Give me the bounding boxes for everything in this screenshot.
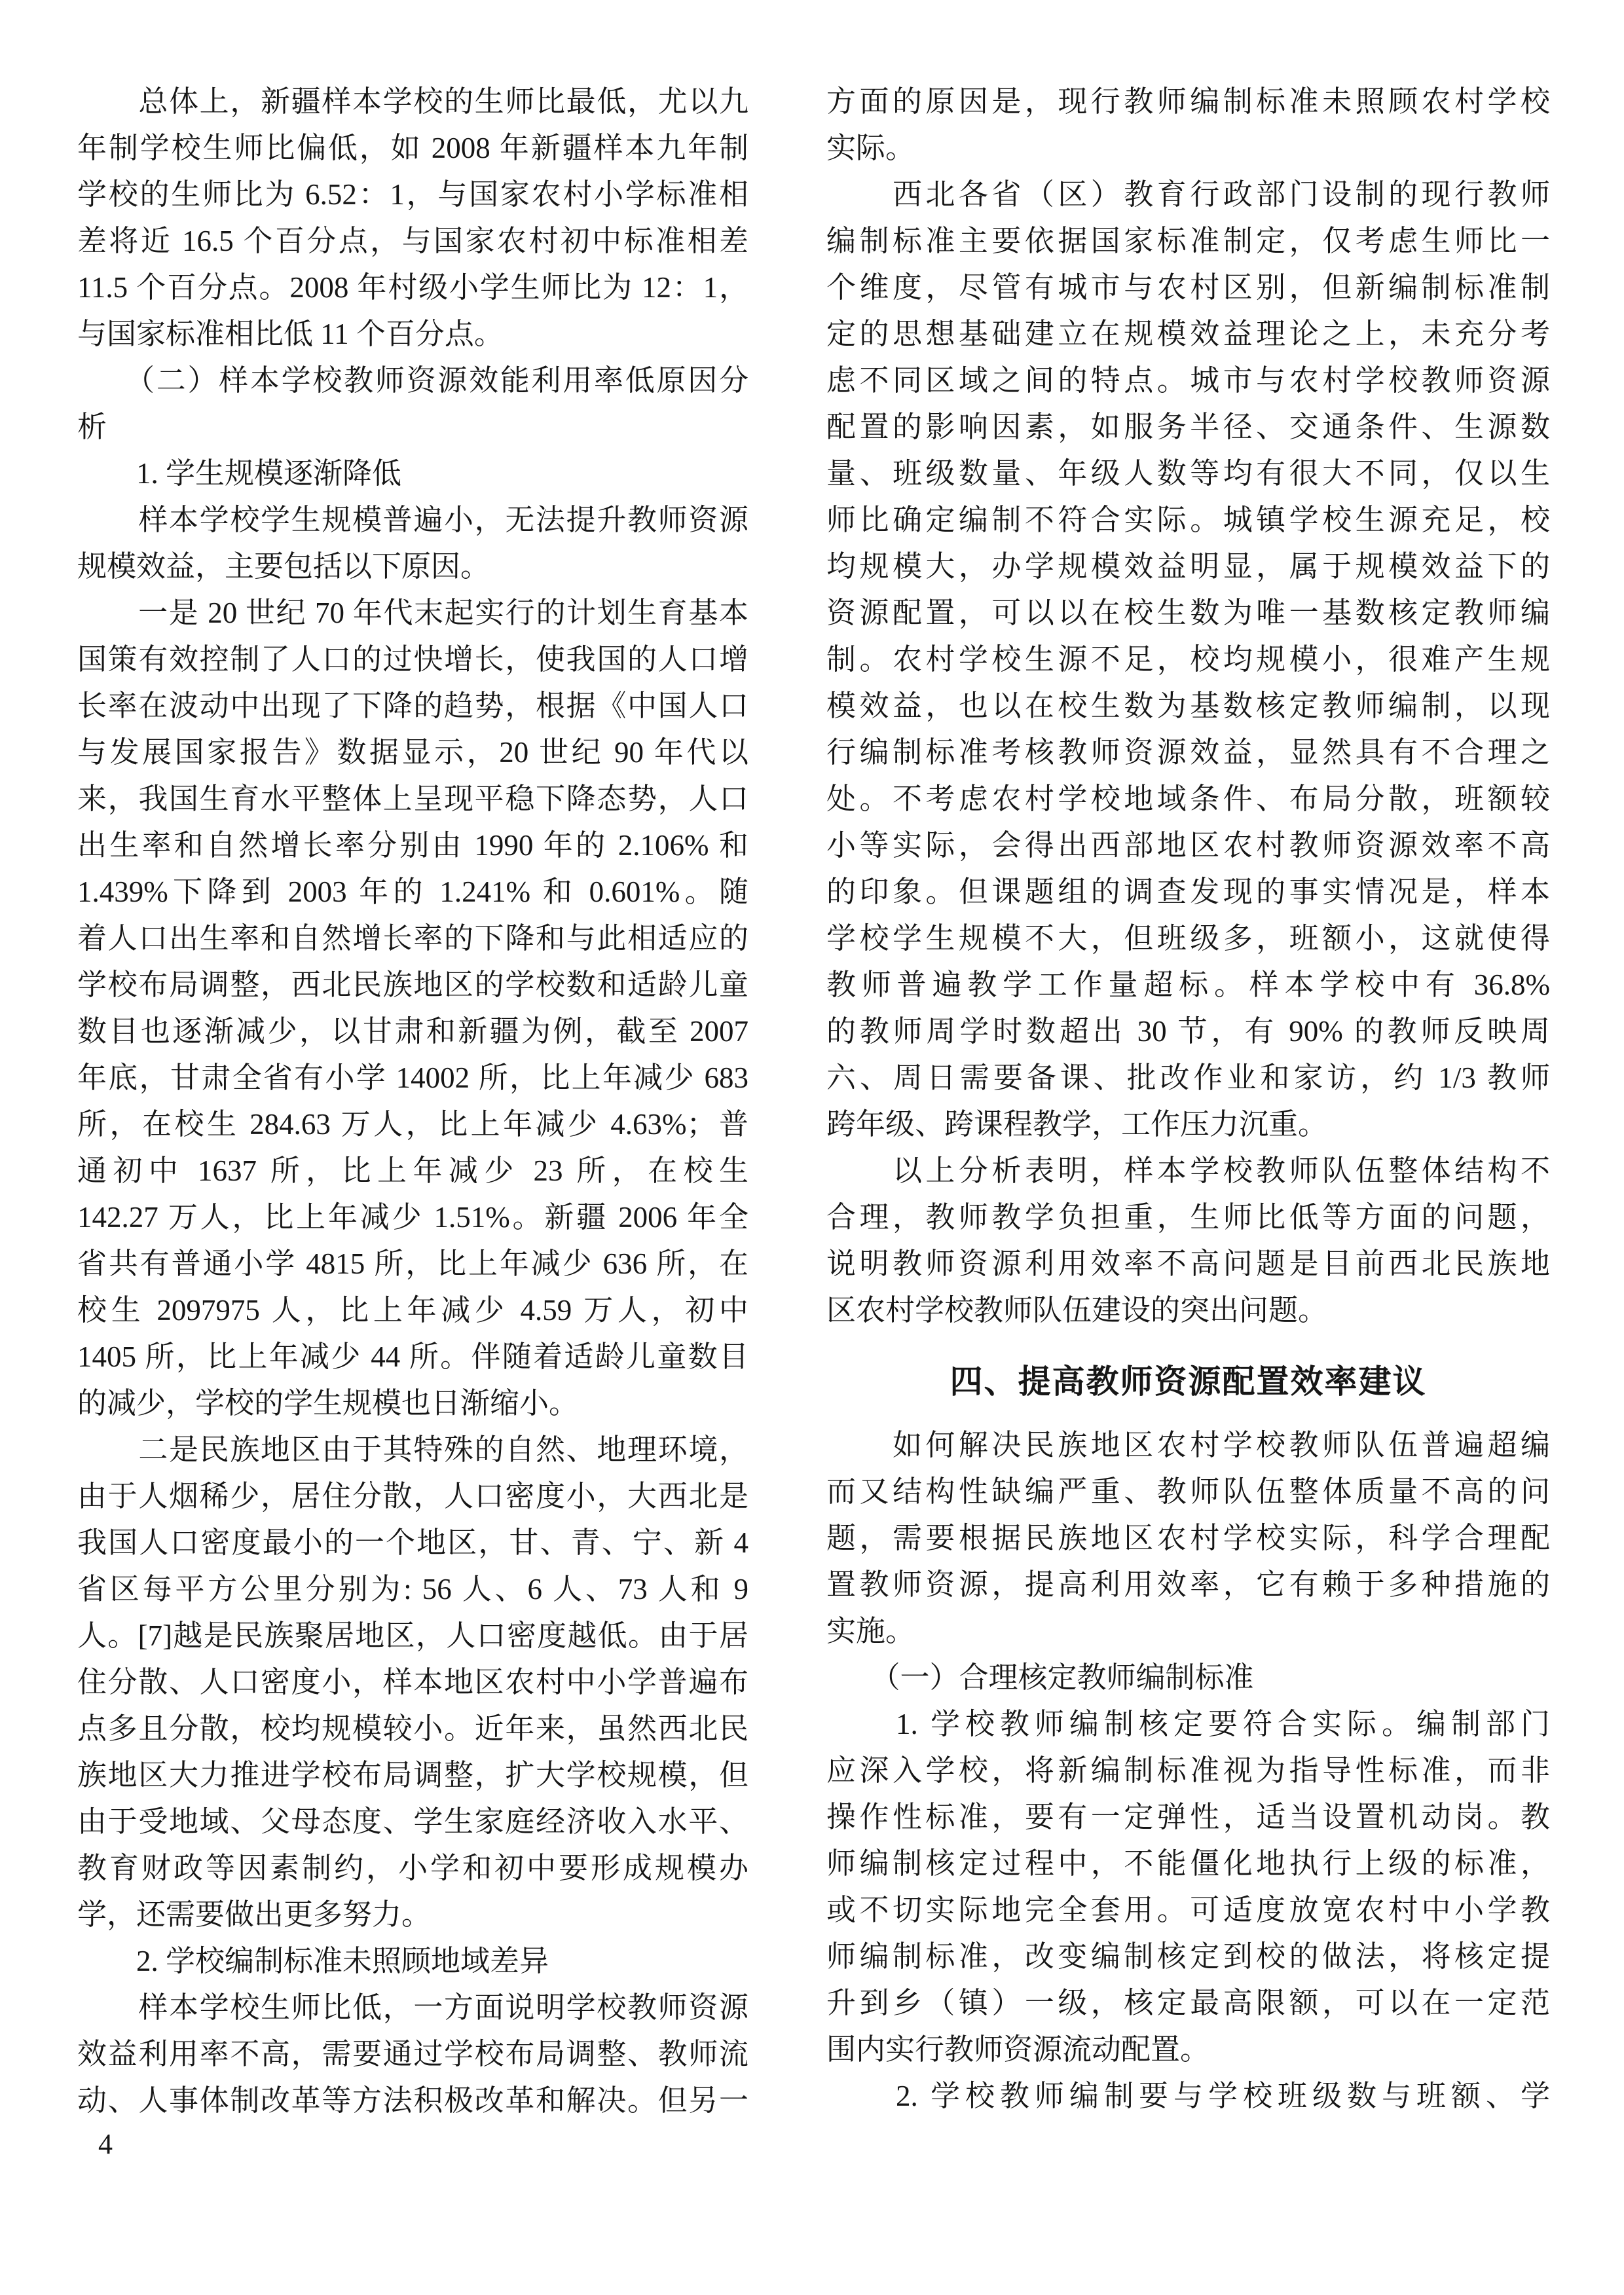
text-line: 省区每平方公里分别为: 56 人、6 人、73 人和 9 — [77, 1573, 748, 1606]
text-line: 合理，教师教学负担重，生师比低等方面的问题， — [826, 1201, 1550, 1234]
text-line: 区农村学校教师队伍建设的突出问题。 — [826, 1294, 1328, 1327]
text-line: 说明教师资源利用效率不高问题是目前西北民族地 — [826, 1247, 1550, 1280]
text-line: 年制学校生师比偏低，如 2008 年新疆样本九年制 — [77, 132, 748, 164]
right-column-lower — [826, 1422, 1550, 2120]
text-line: 而又结构性缺编严重、教师队伍整体质量不高的问 — [826, 1475, 1550, 1508]
text-line: 来，我国生育水平整体上呈现平稳下降态势，人口 — [77, 782, 748, 815]
text-line: 实际。 — [826, 132, 915, 164]
text-line: 长率在波动中出现了下降的趋势，根据《中国人口 — [77, 689, 748, 722]
text-line: 与发展国家报告》数据显示，20 世纪 90 年代以 — [77, 736, 748, 769]
text-line: 的教师周学时数超出 30 节，有 90% 的教师反映周 — [826, 1015, 1550, 1048]
text-line: 的减少，学校的学生规模也日渐缩小。 — [77, 1387, 579, 1420]
text-line: 置教师资源，提高利用效率，它有赖于多种措施的 — [826, 1568, 1550, 1601]
text-line: 数目也逐渐减少，以甘肃和新疆为例，截至 2007 — [77, 1015, 748, 1048]
left-column — [77, 79, 748, 2124]
text-line: 围内实行教师资源流动配置。 — [826, 2033, 1210, 2066]
text-line: 模效益，也以在校生数为基数核定教师编制，以现 — [826, 689, 1550, 722]
text-line: 年底，甘肃全省有小学 14002 所，比上年减少 683 — [77, 1061, 748, 1094]
text-line: 通初中 1637 所，比上年减少 23 所，在校生 — [77, 1154, 748, 1187]
text-line: 效益利用率不高，需要通过学校布局调整、教师流 — [77, 2038, 748, 2070]
text-line: 学校布局调整，西北民族地区的学校数和适龄儿童 — [77, 968, 748, 1001]
text-line: 升到乡（镇）一级，核定最高限额，可以在一定范 — [826, 1987, 1550, 2019]
text-line: 规模效益，主要包括以下原因。 — [77, 550, 490, 583]
text-line: 个维度，尽管有城市与农村区别，但新编制标准制 — [826, 271, 1550, 304]
text-line: 1.439%下降到 2003 年的 1.241% 和 0.601%。随 — [77, 875, 748, 908]
text-line: 点多且分散，校均规模较小。近年来，虽然西北民 — [77, 1712, 748, 1745]
text-line: 处。不考虑农村学校地域条件、布局分散，班额较 — [826, 782, 1550, 815]
text-line: 师编制标准，改变编制核定到校的做法，将核定提 — [826, 1940, 1550, 1973]
text-line: （一）合理核定教师编制标准 — [826, 1661, 1254, 1694]
text-line: 国策有效控制了人口的过快增长，使我国的人口增 — [77, 643, 748, 676]
text-line: 住分散、人口密度小，样本地区农村中小学普遍布 — [77, 1666, 748, 1698]
text-line: 量、班级数量、年级人数等均有很大不同，仅以生 — [826, 457, 1550, 490]
text-line: 实施。 — [826, 1615, 915, 1647]
text-line: 配置的影响因素，如服务半径、交通条件、生源数 — [826, 411, 1550, 443]
text-line: 均规模大，办学规模效益明显，属于规模效益下的 — [826, 550, 1550, 583]
text-line: 与国家标准相比低 11 个百分点。 — [77, 318, 504, 350]
text-line: 1405 所，比上年减少 44 所。伴随着适龄儿童数目 — [77, 1340, 748, 1373]
text-line: 着人口出生率和自然增长率的下降和与此相适应的 — [77, 922, 748, 955]
text-line: 师编制核定过程中，不能僵化地执行上级的标准， — [826, 1847, 1550, 1880]
text-line: 以上分析表明，样本学校教师队伍整体结构不 — [826, 1154, 1550, 1187]
text-line: 差将近 16.5 个百分点，与国家农村初中标准相差 — [77, 225, 748, 257]
section-heading: 四、提高教师资源配置效率建议 — [950, 1363, 1427, 1400]
text-line: 人。[7]越是民族聚居地区，人口密度越低。由于居 — [77, 1619, 748, 1652]
text-line: 所，在校生 284.63 万人，比上年减少 4.63%；普 — [77, 1108, 748, 1141]
text-line: 六、周日需要备课、批改作业和家访，约 1/3 教师 — [826, 1061, 1550, 1094]
text-line: 定的思想基础建立在规模效益理论之上，未充分考 — [826, 318, 1550, 350]
text-line: 或不切实际地完全套用。可适度放宽农村中小学教 — [826, 1894, 1550, 1926]
text-line: 由于受地域、父母态度、学生家庭经济收入水平、 — [77, 1805, 748, 1838]
text-line: 出生率和自然增长率分别由 1990 年的 2.106% 和 — [77, 829, 748, 862]
text-line: 题，需要根据民族地区农村学校实际，科学合理配 — [826, 1522, 1550, 1554]
text-line: 析 — [77, 411, 107, 443]
text-line: 142.27 万人，比上年减少 1.51%。新疆 2006 年全 — [77, 1201, 748, 1234]
text-line: 二是民族地区由于其特殊的自然、地理环境， — [77, 1433, 748, 1466]
text-line: 样本学校生师比低，一方面说明学校教师资源 — [77, 1991, 748, 2024]
text-line: 2. 学校教师编制要与学校班级数与班额、学 — [826, 2080, 1550, 2112]
text-line: 应深入学校，将新编制标准视为指导性标准，而非 — [826, 1754, 1550, 1787]
text-line: （二）样本学校教师资源效能利用率低原因分 — [77, 364, 748, 397]
text-line: 资源配置，可以以在校生数为唯一基数核定教师编 — [826, 597, 1550, 629]
text-line: 1. 学生规模逐渐降低 — [77, 457, 402, 490]
text-line: 的印象。但课题组的调查发现的事实情况是，样本 — [826, 875, 1550, 908]
text-line: 方面的原因是，现行教师编制标准未照顾农村学校 — [826, 85, 1550, 118]
text-line: 学校的生师比为 6.52：1，与国家农村小学标准相 — [77, 178, 748, 211]
text-line: 行编制标准考核教师资源效益，显然具有不合理之 — [826, 736, 1550, 769]
text-line: 师比确定编制不符合实际。城镇学校生源充足，校 — [826, 504, 1550, 536]
text-line: 西北各省（区）教育行政部门设制的现行教师 — [826, 178, 1550, 211]
text-line: 学，还需要做出更多努力。 — [77, 1898, 432, 1931]
text-line: 总体上，新疆样本学校的生师比最低，尤以九 — [77, 85, 748, 118]
text-line: 虑不同区域之间的特点。城市与农村学校教师资源 — [826, 364, 1550, 397]
text-line: 由于人烟稀少，居住分散，人口密度小，大西北是 — [77, 1480, 748, 1513]
text-line: 跨年级、跨课程教学，工作压力沉重。 — [826, 1108, 1328, 1141]
text-line: 编制标准主要依据国家标准制定，仅考虑生师比一 — [826, 225, 1550, 257]
right-column — [826, 79, 1550, 2120]
text-line: 2. 学校编制标准未照顾地域差异 — [77, 1945, 549, 1977]
text-line: 我国人口密度最小的一个地区，甘、青、宁、新 4 — [77, 1526, 748, 1559]
text-line: 教育财政等因素制约，小学和初中要形成规模办 — [77, 1852, 748, 1884]
text-line: 学校学生规模不大，但班级多，班额小，这就使得 — [826, 922, 1550, 955]
text-line: 制。农村学校生源不足，校均规模小，很难产生规 — [826, 643, 1550, 676]
text-line: 11.5 个百分点。2008 年村级小学生师比为 12：1， — [77, 271, 748, 304]
page-number: 4 — [98, 2128, 113, 2160]
text-line: 族地区大力推进学校布局调整，扩大学校规模，但 — [77, 1759, 748, 1791]
text-line: 如何解决民族地区农村学校教师队伍普遍超编 — [826, 1429, 1550, 1461]
text-line: 校生 2097975 人，比上年减少 4.59 万人，初中 — [77, 1294, 748, 1327]
text-line: 动、人事体制改革等方法积极改革和解决。但另一 — [77, 2084, 748, 2117]
right-column-upper — [826, 79, 1550, 1334]
text-line: 操作性标准，要有一定弹性，适当设置机动岗。教 — [826, 1801, 1550, 1833]
text-line: 小等实际，会得出西部地区农村教师资源效率不高 — [826, 829, 1550, 862]
text-line: 一是 20 世纪 70 年代末起实行的计划生育基本 — [77, 597, 748, 629]
text-line: 教师普遍教学工作量超标。样本学校中有 36.8% — [826, 968, 1550, 1001]
text-line: 样本学校学生规模普遍小，无法提升教师资源 — [77, 504, 748, 536]
text-line: 1. 学校教师编制核定要符合实际。编制部门 — [826, 1708, 1550, 1740]
text-line: 省共有普通小学 4815 所，比上年减少 636 所，在 — [77, 1247, 748, 1280]
